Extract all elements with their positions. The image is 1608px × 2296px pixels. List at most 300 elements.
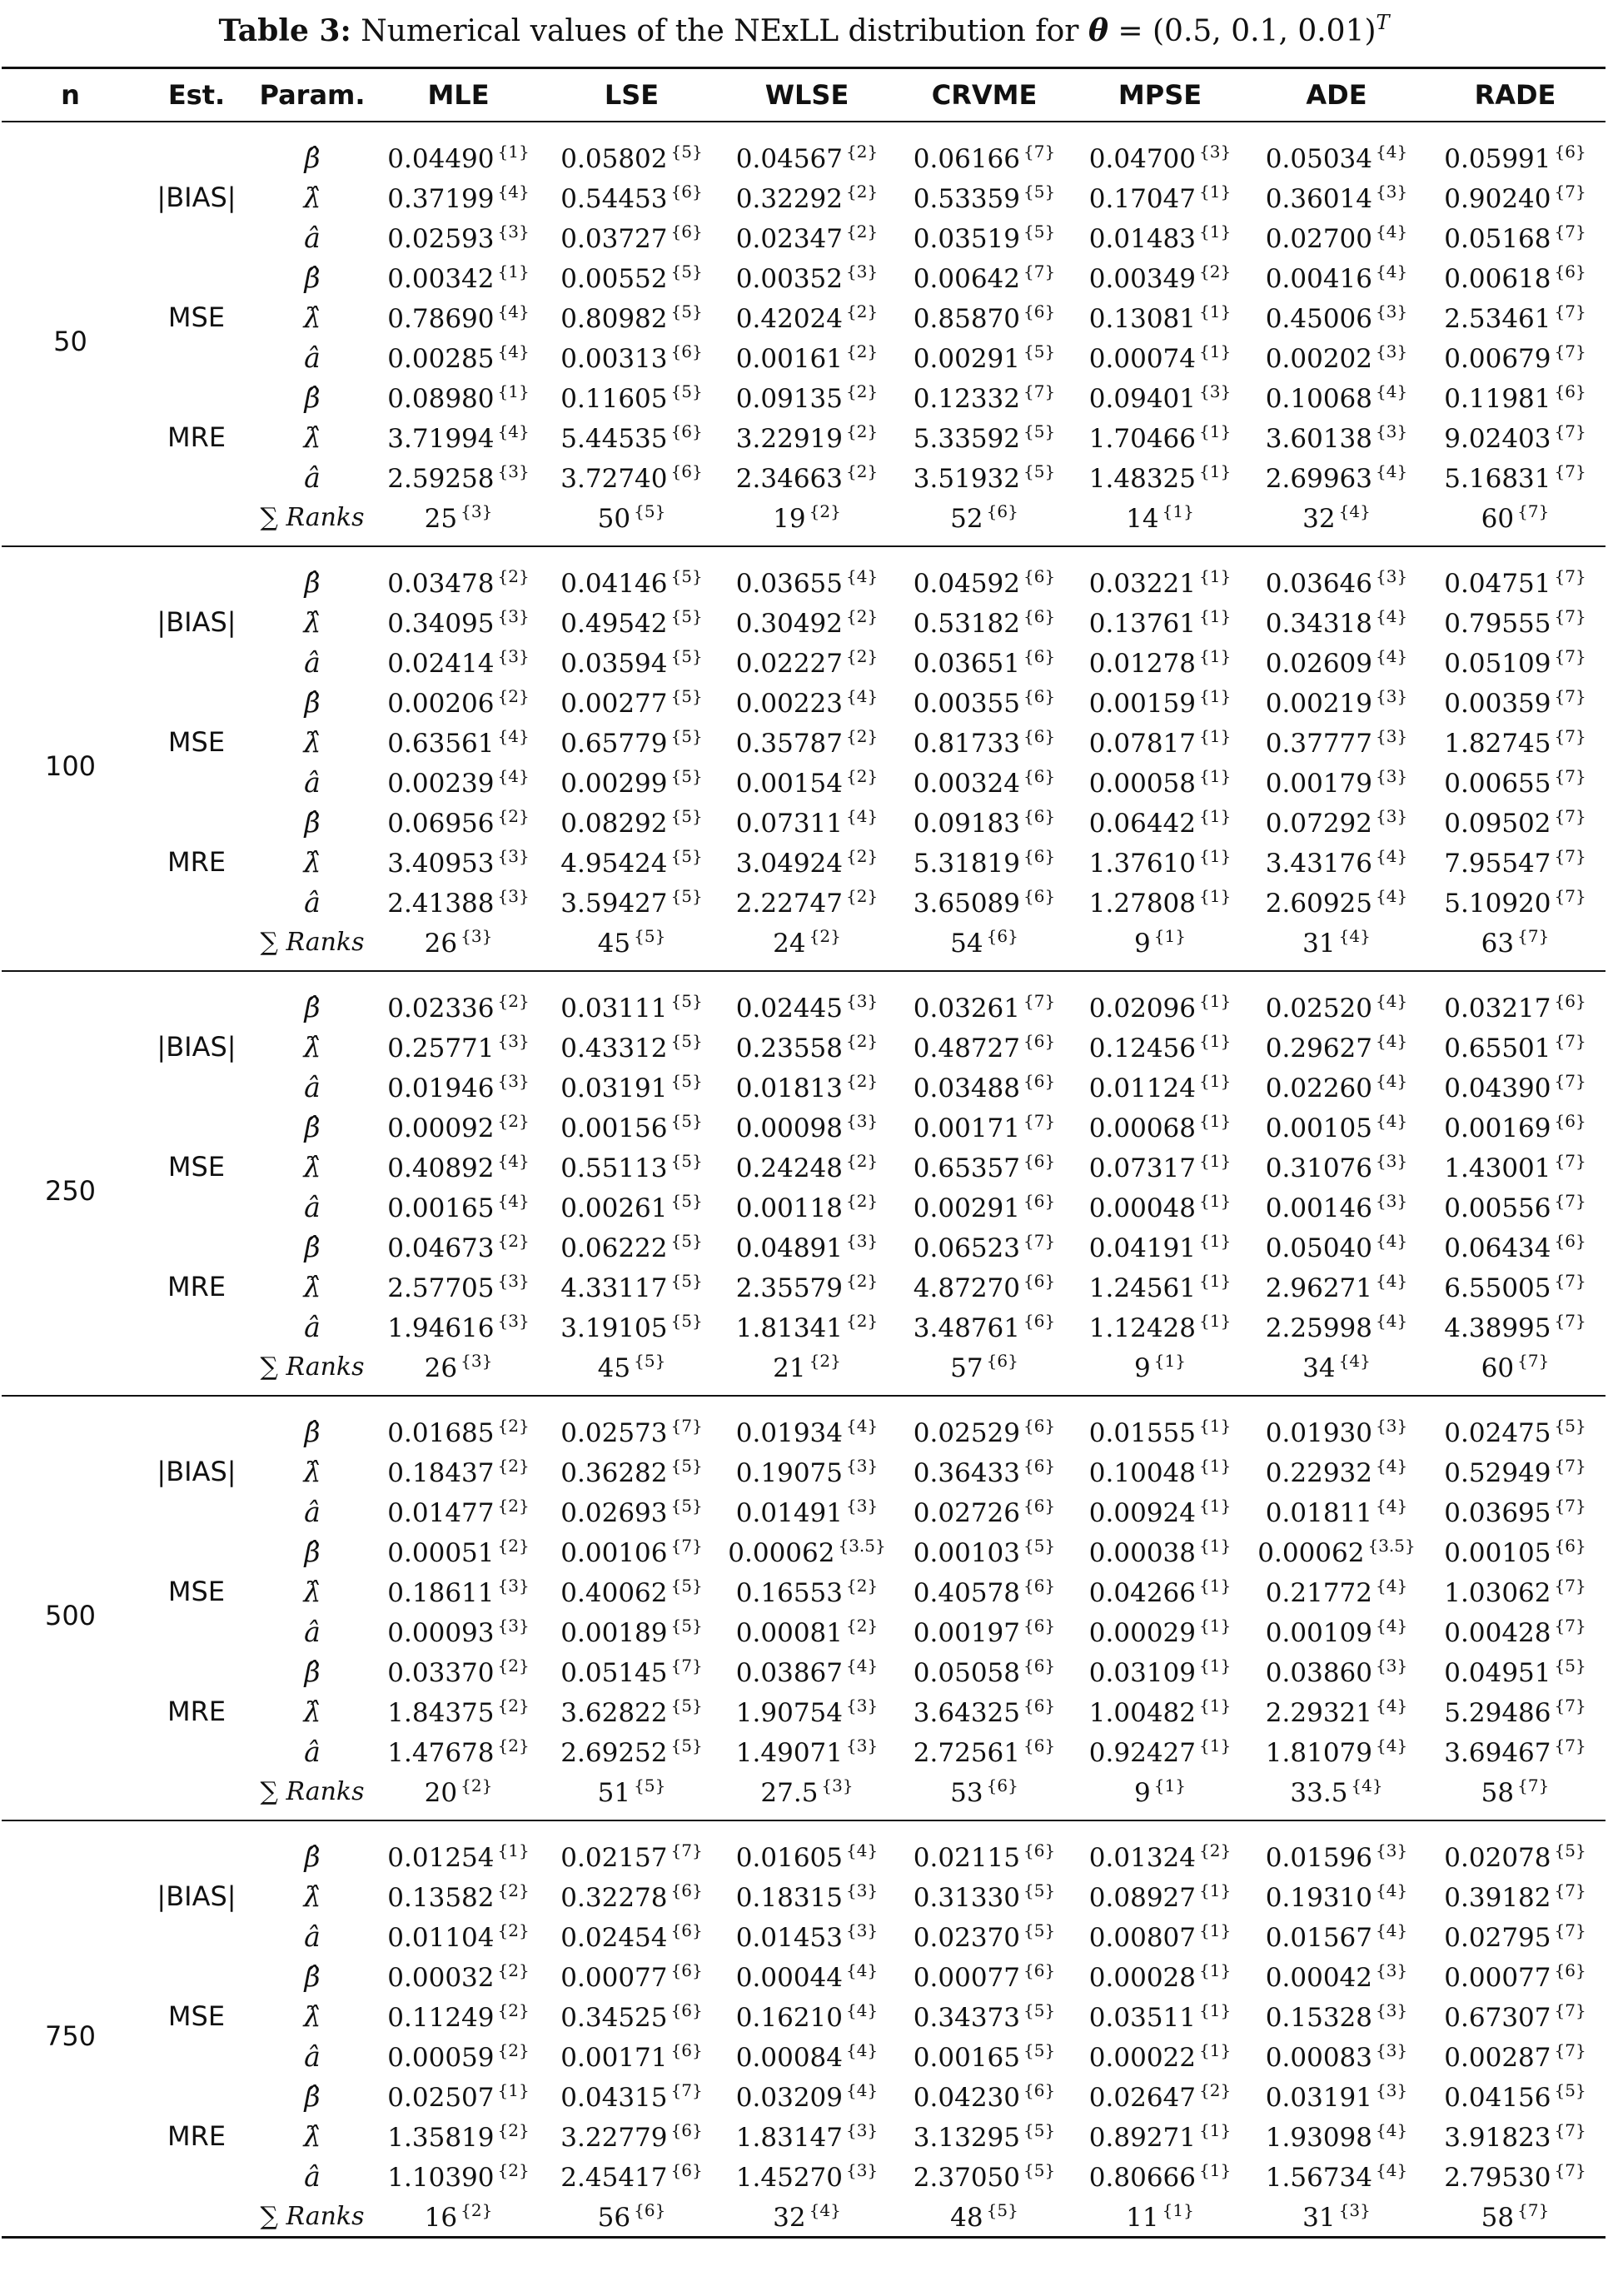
value-cell-crvme <box>897 1651 1072 1691</box>
value-cell-mpse <box>1072 642 1248 682</box>
value-cell-ade <box>1248 1611 1425 1651</box>
value-cell-wlse <box>717 457 897 497</box>
cell-rank: {1} <box>1199 990 1232 1011</box>
cell-value: 0.04390 <box>1444 1073 1551 1103</box>
cell-value: 31 <box>1302 928 1336 959</box>
cell-value: 1.27808 <box>1088 888 1196 919</box>
cell-value: 0.02336 <box>387 993 495 1023</box>
cell-value: 0.00105 <box>1265 1113 1372 1143</box>
col-header-param: Param. <box>254 68 371 122</box>
cell-value: 0.01596 <box>1265 1842 1372 1873</box>
cell-rank: {7} <box>1554 805 1586 826</box>
cell-rank: {1} <box>1199 1310 1232 1331</box>
table-row <box>2 802 1606 842</box>
cell-value: 0.00197 <box>913 1617 1020 1648</box>
cell-rank: {1} <box>1199 2000 1232 2020</box>
rank-total-ade <box>1248 1771 1425 1820</box>
cell-value: 63 <box>1481 928 1515 959</box>
value-cell-mle <box>371 1267 546 1307</box>
cell-value: 0.05040 <box>1265 1233 1372 1263</box>
cell-value: 0.00679 <box>1444 343 1551 374</box>
cell-value: 0.00077 <box>913 1962 1020 1993</box>
cell-value: 0.37777 <box>1265 728 1372 759</box>
cell-value: 0.01946 <box>387 1073 495 1103</box>
cell-rank: {1} <box>1199 1190 1232 1211</box>
value-cell-lse <box>546 177 717 217</box>
cell-value: 57 <box>950 1352 983 1383</box>
value-cell-crvme <box>897 1691 1072 1731</box>
rank-total-wlse <box>717 1347 897 1396</box>
cell-rank: {2} <box>846 301 879 321</box>
cell-rank: {5} <box>670 805 703 826</box>
value-cell-crvme <box>897 546 1072 602</box>
col-header-wlse: WLSE <box>717 68 897 122</box>
cell-value: 5.31819 <box>913 848 1020 879</box>
param-symbol: â <box>304 1615 321 1648</box>
cell-rank: {4} <box>497 1150 530 1171</box>
cell-rank: {3} <box>1199 381 1232 401</box>
value-cell-crvme <box>897 682 1072 722</box>
cell-rank: {7} <box>1554 1030 1586 1051</box>
cell-value: 3.64325 <box>913 1697 1020 1728</box>
cell-rank: {1} <box>1153 1775 1186 1795</box>
cell-rank: {3} <box>1376 2000 1408 2020</box>
cell-value: 1.43001 <box>1444 1153 1551 1183</box>
cell-rank: {2} <box>497 805 530 826</box>
value-cell-mle <box>371 217 546 257</box>
cell-value: 0.53359 <box>913 183 1020 214</box>
value-cell-ade <box>1248 1996 1425 2036</box>
value-cell-rade <box>1425 1147 1606 1187</box>
table-row <box>2 971 1606 1027</box>
cell-rank: {1} <box>1199 181 1232 202</box>
cell-value: 0.00165 <box>913 2042 1020 2073</box>
cell-value: 52 <box>950 503 983 534</box>
cell-value: 2.41388 <box>387 888 495 919</box>
value-cell-rade <box>1425 2036 1606 2076</box>
cell-rank: {6} <box>1023 1270 1056 1291</box>
value-cell-rade <box>1425 177 1606 217</box>
caption-transpose: T <box>1376 11 1390 34</box>
cell-rank: {3.5} <box>838 1535 886 1556</box>
cell-value: 0.24248 <box>735 1153 843 1183</box>
cell-value: 0.01930 <box>1265 1417 1372 1448</box>
cell-rank: {1} <box>1199 685 1232 706</box>
sum-ranks-label <box>254 1771 371 1820</box>
cell-rank: {5} <box>634 925 666 946</box>
cell-rank: {2} <box>846 1030 879 1051</box>
cell-value: 0.02693 <box>560 1497 668 1528</box>
value-cell-ade <box>1248 762 1425 802</box>
cell-value: 1.24561 <box>1088 1273 1196 1303</box>
param-symbol: β̂ <box>304 990 321 1023</box>
value-cell-mle <box>371 802 546 842</box>
cell-value: 45 <box>597 1352 631 1383</box>
value-cell-lse <box>546 1267 717 1307</box>
cell-value: 0.65501 <box>1444 1033 1551 1063</box>
cell-value: 0.00146 <box>1265 1193 1372 1223</box>
cell-rank: {1} <box>1199 565 1232 586</box>
cell-rank: {6} <box>1554 1230 1586 1251</box>
value-cell-ade <box>1248 122 1425 177</box>
cell-rank: {6} <box>670 421 703 441</box>
param-symbol: λ̂ <box>303 181 321 214</box>
cell-value: 0.00059 <box>387 2042 495 2073</box>
cell-rank: {5} <box>1023 341 1056 361</box>
value-cell-wlse <box>717 1396 897 1452</box>
cell-rank: {4} <box>1376 1030 1408 1051</box>
cell-value: 0.04567 <box>735 143 843 174</box>
value-cell-mpse <box>1072 337 1248 377</box>
cell-rank: {4} <box>1376 1920 1408 1940</box>
cell-value: 1.49071 <box>735 1737 843 1768</box>
value-cell-lse <box>546 1187 717 1227</box>
cell-rank: {4} <box>1376 221 1408 242</box>
value-cell-wlse <box>717 2116 897 2156</box>
value-cell-rade <box>1425 1876 1606 1916</box>
cell-value: 33.5 <box>1290 1777 1348 1808</box>
cell-rank: {1} <box>1199 1695 1232 1716</box>
cell-value: 26 <box>424 1352 458 1383</box>
cell-rank: {3} <box>1199 141 1232 162</box>
cell-rank: {1} <box>1162 2199 1194 2220</box>
estimator-label: MSE <box>167 301 226 333</box>
cell-value: 0.00416 <box>1265 263 1372 294</box>
sum-ranks-label <box>254 922 371 971</box>
value-cell-mpse <box>1072 602 1248 642</box>
cell-value: 45 <box>597 928 631 959</box>
value-cell-mle <box>371 1876 546 1916</box>
sum-symbol: ∑ <box>260 502 278 532</box>
cell-value: 56 <box>597 2202 631 2233</box>
value-cell-crvme <box>897 802 1072 842</box>
value-cell-mpse <box>1072 1876 1248 1916</box>
value-cell-lse <box>546 802 717 842</box>
rank-total-crvme <box>897 497 1072 546</box>
value-cell-wlse <box>717 642 897 682</box>
cell-rank: {2} <box>846 605 879 626</box>
value-cell-rade <box>1425 546 1606 602</box>
cell-rank: {1} <box>1199 2040 1232 2060</box>
cell-rank: {3} <box>1376 1655 1408 1676</box>
cell-value: 0.36282 <box>560 1457 668 1488</box>
value-cell-mle <box>371 1531 546 1571</box>
table-row <box>2 1956 1606 1996</box>
cell-rank: {5} <box>670 645 703 666</box>
param-symbol: â <box>304 461 321 494</box>
cell-value: 25 <box>424 503 458 534</box>
cell-rank: {2} <box>497 1230 530 1251</box>
cell-value: 0.05991 <box>1444 143 1551 174</box>
cell-value: 0.01477 <box>387 1497 495 1528</box>
cell-value: 0.03695 <box>1444 1497 1551 1528</box>
cell-rank: {5} <box>986 2199 1018 2220</box>
cell-rank: {2} <box>497 1960 530 1980</box>
cell-rank: {4} <box>1376 1695 1408 1716</box>
cell-rank: {3} <box>497 1310 530 1331</box>
cell-value: 0.90240 <box>1444 183 1551 214</box>
value-cell-rade <box>1425 2156 1606 2196</box>
cell-value: 3.43176 <box>1265 848 1372 879</box>
cell-rank: {2} <box>497 1455 530 1476</box>
cell-rank: {1} <box>1199 725 1232 746</box>
cell-rank: {1} <box>1199 221 1232 242</box>
cell-rank: {2} <box>846 845 879 866</box>
cell-rank: {6} <box>1554 141 1586 162</box>
rank-total-crvme <box>897 922 1072 971</box>
cell-rank: {6} <box>1023 1070 1056 1091</box>
value-cell-crvme <box>897 417 1072 457</box>
param-symbol: β̂ <box>304 261 321 294</box>
value-cell-mle <box>371 1187 546 1227</box>
cell-value: 0.00058 <box>1088 768 1196 799</box>
estimator-label: MRE <box>167 846 227 878</box>
param-symbol: λ̂ <box>303 421 321 454</box>
cell-value: 0.11249 <box>387 2002 495 2033</box>
cell-value: 58 <box>1481 1777 1515 1808</box>
value-cell-lse <box>546 1027 717 1067</box>
cell-value: 5.10920 <box>1444 888 1551 919</box>
cell-value: 3.51932 <box>913 463 1020 494</box>
value-cell-mpse <box>1072 1452 1248 1492</box>
value-cell-mle <box>371 1820 546 1876</box>
value-cell-mle <box>371 337 546 377</box>
cell-value: 0.19310 <box>1265 1882 1372 1913</box>
sum-symbol: ∑ <box>260 1352 278 1382</box>
cell-value: 9 <box>1134 1352 1151 1383</box>
value-cell-rade <box>1425 457 1606 497</box>
value-cell-wlse <box>717 602 897 642</box>
value-cell-mle <box>371 122 546 177</box>
param-symbol: â <box>304 1070 321 1103</box>
cell-value: 2.69252 <box>560 1737 668 1768</box>
cell-value: 0.05034 <box>1265 143 1372 174</box>
value-cell-mpse <box>1072 417 1248 457</box>
cell-value: 1.10390 <box>387 2162 495 2193</box>
cell-rank: {1} <box>1199 885 1232 906</box>
value-cell-mpse <box>1072 762 1248 802</box>
cell-value: 0.00924 <box>1088 1497 1196 1528</box>
cell-value: 60 <box>1481 503 1515 534</box>
value-cell-ade <box>1248 1187 1425 1227</box>
value-cell-rade <box>1425 337 1606 377</box>
rank-total-ade <box>1248 922 1425 971</box>
cell-rank: {1} <box>1199 1880 1232 1900</box>
cell-rank: {6} <box>1023 725 1056 746</box>
cell-value: 0.00261 <box>560 1193 668 1223</box>
cell-value: 0.09183 <box>913 808 1020 839</box>
cell-rank: {6} <box>1023 1960 1056 1980</box>
cell-value: 20 <box>424 1777 458 1808</box>
value-cell-lse <box>546 1820 717 1876</box>
value-cell-wlse <box>717 1027 897 1067</box>
cell-rank: {6} <box>1023 685 1056 706</box>
value-cell-mpse <box>1072 2116 1248 2156</box>
sum-ranks-label <box>254 1347 371 1396</box>
value-cell-lse <box>546 1651 717 1691</box>
cell-value: 0.65357 <box>913 1153 1020 1183</box>
cell-value: 0.00077 <box>560 1962 668 1993</box>
value-cell-crvme <box>897 1916 1072 1956</box>
value-cell-ade <box>1248 1820 1425 1876</box>
cell-rank: {3} <box>497 1070 530 1091</box>
cell-value: 0.55113 <box>560 1153 668 1183</box>
col-header-n: n <box>2 68 139 122</box>
cell-value: 0.03727 <box>560 223 668 254</box>
cell-value: 0.00044 <box>735 1962 843 1993</box>
value-cell-mle <box>371 842 546 882</box>
cell-rank: {5} <box>670 885 703 906</box>
value-cell-mpse <box>1072 1267 1248 1307</box>
cell-rank: {1} <box>497 141 530 162</box>
estimator-label: MRE <box>167 1271 227 1302</box>
value-cell-lse <box>546 122 717 177</box>
cell-value: 0.04156 <box>1444 2082 1551 2113</box>
cell-value: 0.02454 <box>560 1922 668 1953</box>
cell-rank: {6} <box>1023 1455 1056 1476</box>
cell-rank: {7} <box>1554 885 1586 906</box>
cell-rank: {6} <box>1023 1415 1056 1436</box>
cell-value: 0.00081 <box>735 1617 843 1648</box>
value-cell-crvme <box>897 882 1072 922</box>
cell-rank: {1} <box>1153 1350 1186 1371</box>
cell-value: 0.00077 <box>1444 1962 1551 1993</box>
cell-rank: {2} <box>497 1110 530 1131</box>
value-cell-ade <box>1248 1651 1425 1691</box>
cell-value: 0.00342 <box>387 263 495 294</box>
cell-rank: {6} <box>670 1920 703 1940</box>
cell-rank: {7} <box>1517 501 1550 521</box>
cell-rank: {3} <box>497 605 530 626</box>
cell-value: 0.07311 <box>735 808 843 839</box>
cell-rank: {5} <box>670 381 703 401</box>
value-cell-lse <box>546 1452 717 1492</box>
cell-rank: {3} <box>1376 1415 1408 1436</box>
cell-rank: {4} <box>846 2000 879 2020</box>
value-cell-lse <box>546 1067 717 1107</box>
rank-total-wlse <box>717 2196 897 2238</box>
cell-rank: {3} <box>1376 805 1408 826</box>
cell-rank: {7} <box>1517 925 1550 946</box>
value-cell-crvme <box>897 1820 1072 1876</box>
cell-rank: {3} <box>1376 301 1408 321</box>
value-cell-wlse <box>717 1227 897 1267</box>
cell-rank: {5} <box>634 1775 666 1795</box>
cell-value: 0.02078 <box>1444 1842 1551 1873</box>
cell-rank: {7} <box>1554 301 1586 321</box>
cell-value: 53 <box>950 1777 983 1808</box>
cell-value: 0.00062 <box>1257 1537 1365 1568</box>
cell-rank: {3} <box>1376 2040 1408 2060</box>
cell-value: 0.01104 <box>387 1922 495 1953</box>
cell-value: 0.00105 <box>1444 1537 1551 1568</box>
cell-value: 0.02507 <box>387 2082 495 2113</box>
value-cell-rade <box>1425 1611 1606 1651</box>
cell-value: 2.59258 <box>387 463 495 494</box>
col-header-est: Est. <box>139 68 254 122</box>
cell-value: 0.00051 <box>387 1537 495 1568</box>
value-cell-rade <box>1425 1731 1606 1771</box>
cell-rank: {3} <box>846 1110 879 1131</box>
cell-value: 0.03111 <box>560 993 668 1023</box>
cell-rank: {5} <box>670 261 703 281</box>
cell-rank: {5} <box>670 141 703 162</box>
rank-total-rade <box>1425 922 1606 971</box>
cell-value: 0.04191 <box>1088 1233 1196 1263</box>
value-cell-ade <box>1248 1452 1425 1492</box>
cell-rank: {7} <box>670 2079 703 2100</box>
value-cell-rade <box>1425 1956 1606 1996</box>
cell-rank: {4} <box>497 765 530 786</box>
cell-value: 0.03191 <box>560 1073 668 1103</box>
cell-value: 0.00189 <box>560 1617 668 1648</box>
cell-rank: {3} <box>1376 565 1408 586</box>
cell-rank: {2} <box>846 1310 879 1331</box>
cell-value: 0.13582 <box>387 1882 495 1913</box>
value-cell-lse <box>546 1492 717 1531</box>
cell-rank: {2} <box>846 461 879 481</box>
cell-rank: {5} <box>670 1150 703 1171</box>
cell-rank: {2} <box>846 221 879 242</box>
cell-rank: {5} <box>670 565 703 586</box>
cell-value: 0.00428 <box>1444 1617 1551 1648</box>
cell-rank: {4} <box>1338 1350 1371 1371</box>
cell-rank: {5} <box>1023 1535 1056 1556</box>
param-symbol: λ̂ <box>303 1455 321 1488</box>
cell-value: 21 <box>773 1352 806 1383</box>
cell-value: 0.00556 <box>1444 1193 1551 1223</box>
cell-value: 0.43312 <box>560 1033 668 1063</box>
cell-rank: {4} <box>1351 1775 1383 1795</box>
cell-rank: {4} <box>1376 1735 1408 1756</box>
sample-size-cell: 100 <box>2 546 139 971</box>
cell-value: 0.06956 <box>387 808 495 839</box>
cell-rank: {7} <box>1517 1350 1550 1371</box>
cell-rank: {2} <box>846 1615 879 1636</box>
param-symbol: λ̂ <box>303 1880 321 1913</box>
cell-value: 0.00291 <box>913 343 1020 374</box>
value-cell-wlse <box>717 1651 897 1691</box>
cell-rank: {7} <box>1023 1230 1056 1251</box>
cell-value: 0.00156 <box>560 1113 668 1143</box>
cell-rank: {5} <box>670 1615 703 1636</box>
cell-rank: {4} <box>846 685 879 706</box>
rank-total-wlse <box>717 497 897 546</box>
cell-value: 0.42024 <box>735 303 843 334</box>
value-cell-rade <box>1425 377 1606 417</box>
value-cell-ade <box>1248 257 1425 297</box>
cell-rank: {7} <box>670 1840 703 1860</box>
cell-rank: {4} <box>1376 261 1408 281</box>
value-cell-mle <box>371 1691 546 1731</box>
value-cell-rade <box>1425 297 1606 337</box>
param-symbol: λ̂ <box>303 1150 321 1183</box>
param-symbol: â <box>304 1495 321 1528</box>
cell-rank: {1} <box>1199 805 1232 826</box>
ranks-word: Ranks <box>286 927 365 957</box>
cell-rank: {5} <box>1023 421 1056 441</box>
value-cell-mpse <box>1072 682 1248 722</box>
cell-value: 0.35787 <box>735 728 843 759</box>
param-symbol: β̂ <box>304 1655 321 1688</box>
cell-value: 0.92427 <box>1088 1737 1196 1768</box>
cell-rank: {3} <box>497 1615 530 1636</box>
value-cell-mpse <box>1072 882 1248 922</box>
cell-value: 0.21772 <box>1265 1577 1372 1608</box>
cell-value: 0.23558 <box>735 1033 843 1063</box>
cell-value: 0.00106 <box>560 1537 668 1568</box>
cell-rank: {1} <box>1199 1495 1232 1516</box>
